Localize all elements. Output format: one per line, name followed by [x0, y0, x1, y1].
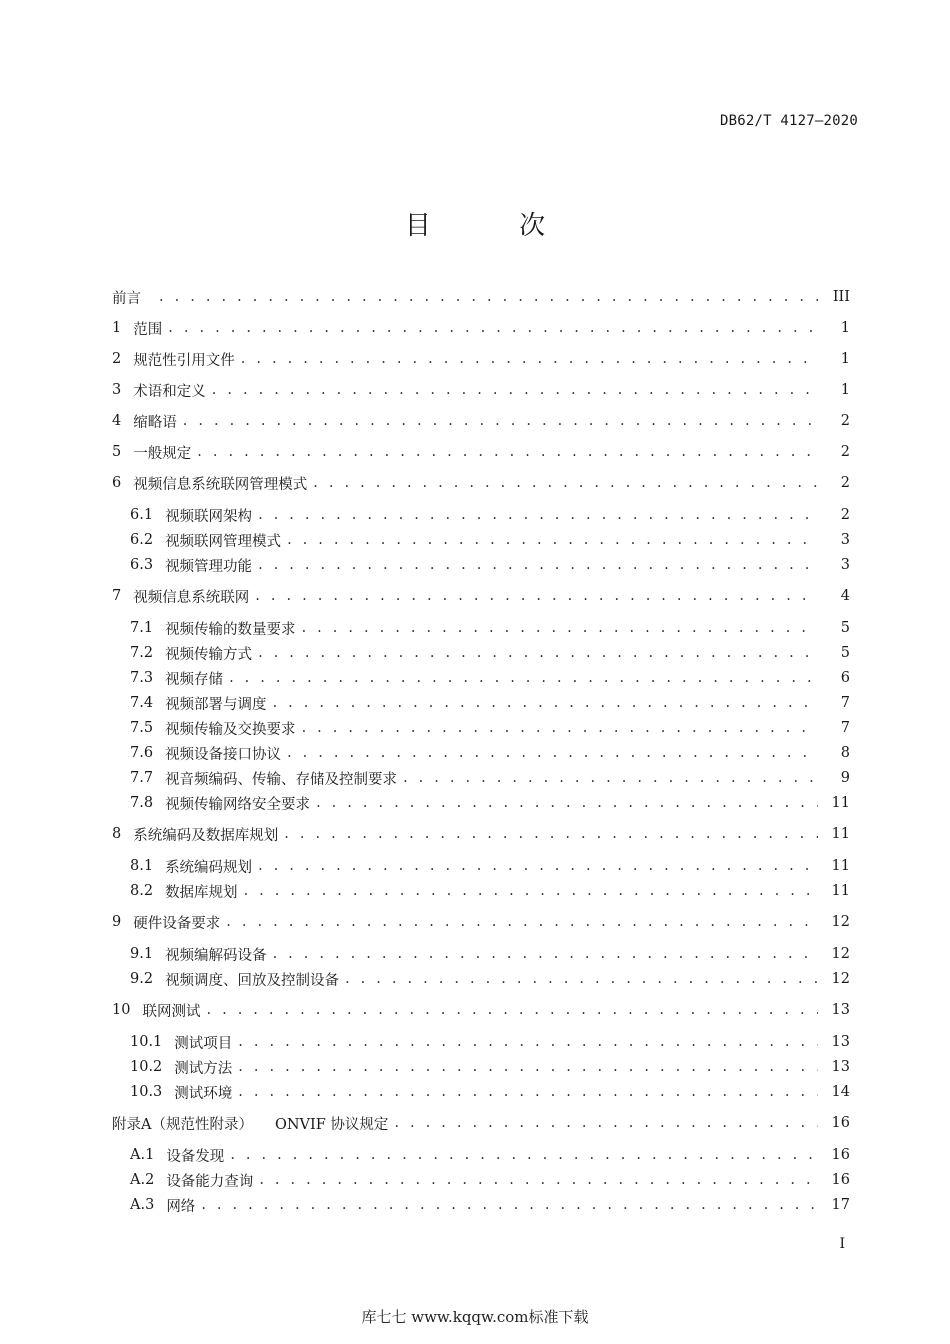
toc-entry-number: 8.2 [130, 883, 154, 899]
toc-leader-dots [313, 475, 818, 491]
toc-entry-page: 17 [831, 1197, 850, 1213]
toc-entry-page: 12 [831, 971, 850, 987]
toc-leader-dots [258, 507, 818, 523]
toc-leader-dots [230, 1147, 818, 1163]
toc-entry[interactable] [130, 552, 850, 578]
toc-entry-number: 6 [112, 475, 122, 491]
toc-entry[interactable] [130, 1192, 850, 1218]
toc-entry-page: 16 [831, 1147, 850, 1163]
toc-entry-page: 13 [831, 1002, 850, 1018]
toc-entry-page: 2 [840, 413, 850, 429]
toc-entry-page: 12 [831, 914, 850, 930]
toc-entry[interactable] [130, 1167, 850, 1193]
toc-entry-label: ONVIF 协议规定 [274, 1116, 389, 1133]
toc-leader-dots [394, 1115, 818, 1131]
toc-leader-dots [287, 532, 818, 548]
toc-entry-page: 9 [840, 770, 850, 786]
toc-entry-page: 13 [831, 1059, 850, 1075]
toc-entry[interactable] [130, 640, 850, 666]
toc-entry-label: 视频传输网络安全要求 [165, 796, 311, 813]
toc-entry[interactable] [130, 690, 850, 716]
toc-entry-label: 视频设备接口协议 [165, 746, 282, 763]
toc-entry-number: 9.2 [130, 971, 154, 987]
toc-leader-dots [273, 695, 818, 711]
toc-entry-page: 1 [840, 382, 850, 398]
toc-entry-number: 7 [112, 588, 122, 604]
toc-entry[interactable] [112, 470, 850, 496]
toc-leader-dots [258, 645, 818, 661]
toc-entry-label: 测试环境 [174, 1085, 233, 1102]
toc-leader-dots [238, 1084, 818, 1100]
toc-entry[interactable] [130, 941, 850, 967]
toc-entry-label: 一般规定 [133, 445, 192, 462]
toc-entry-label: 设备能力查询 [166, 1173, 254, 1190]
toc-entry-number: 前言 [112, 290, 141, 307]
toc-entry[interactable] [130, 1054, 850, 1080]
standard-code: DB62/T 4127—2020 [719, 113, 858, 129]
toc-entry[interactable] [112, 408, 850, 434]
toc-leader-dots [316, 795, 818, 811]
toc-entry-label: 视频部署与调度 [165, 696, 267, 713]
toc-entry[interactable] [112, 315, 850, 341]
toc-entry-number: 7.3 [130, 670, 154, 686]
toc-entry-page: 2 [840, 444, 850, 460]
page-number: I [839, 1236, 845, 1252]
toc-entry-page: 16 [831, 1172, 850, 1188]
toc-leader-dots [255, 588, 818, 604]
toc-leader-dots [258, 858, 818, 874]
toc-leader-dots [302, 720, 818, 736]
toc-entry-label: 视频调度、回放及控制设备 [165, 972, 340, 989]
toc-entry[interactable] [130, 615, 850, 641]
toc-entry[interactable] [130, 790, 850, 816]
toc-entry-number: A.3 [130, 1197, 155, 1213]
toc-entry-page: 3 [840, 532, 850, 548]
watermark-text: 库七七 www.kqqw.com标准下载 [361, 1308, 589, 1326]
toc-entry-number: 7.4 [130, 695, 154, 711]
toc-entry-number: 7.2 [130, 645, 154, 661]
toc-entry-page: 16 [831, 1115, 850, 1131]
toc-entry[interactable] [130, 715, 850, 741]
toc-entry-number: 3 [112, 382, 122, 398]
toc-entry-label: 视频联网管理模式 [165, 533, 282, 550]
toc-entry-page: 2 [840, 507, 850, 523]
toc-entry-label: 视频联网架构 [165, 508, 253, 525]
toc-leader-dots [206, 1002, 818, 1018]
toc-leader-dots [212, 382, 818, 398]
toc-leader-dots [159, 289, 818, 305]
toc-entry-label: 测试项目 [174, 1035, 233, 1052]
toc-entry-number: 10 [112, 1002, 131, 1018]
toc-entry-number: 7.8 [130, 795, 154, 811]
toc-entry-number: 1 [112, 320, 122, 336]
toc-entry-label: 视频信息系统联网管理模式 [133, 476, 308, 493]
toc-entry-number: 6.1 [130, 507, 154, 523]
toc-entry[interactable] [112, 909, 850, 935]
toc-entry-page: 7 [840, 695, 850, 711]
toc-entry-page: 8 [840, 745, 850, 761]
toc-entry-page: 6 [840, 670, 850, 686]
toc-leader-dots [197, 444, 818, 460]
toc-entry-label: 系统编码规划 [165, 859, 253, 876]
toc-entry-number: 9 [112, 914, 122, 930]
toc-leader-dots [238, 1059, 818, 1075]
toc-entry-page: 5 [840, 645, 850, 661]
toc-entry-page: 14 [831, 1084, 850, 1100]
toc-entry-label: 硬件设备要求 [133, 915, 221, 932]
toc-entry[interactable] [130, 665, 850, 691]
toc-entry-number: A.2 [130, 1172, 155, 1188]
toc-entry-label: 设备发现 [166, 1148, 225, 1165]
toc-entry[interactable] [130, 1079, 850, 1105]
toc-entry-label: 术语和定义 [133, 383, 206, 400]
toc-entry[interactable] [112, 1110, 850, 1136]
toc-leader-dots [403, 770, 818, 786]
toc-entry[interactable] [112, 284, 850, 310]
toc-entry-page: 1 [840, 320, 850, 336]
toc-entry-page: 1 [840, 351, 850, 367]
toc-entry-label: 规范性引用文件 [133, 352, 235, 369]
toc-entry-label: 数据库规划 [165, 884, 238, 901]
toc-entry-number: 10.2 [130, 1059, 163, 1075]
toc-entry[interactable] [130, 527, 850, 553]
toc-entry-label: 联网测试 [142, 1003, 201, 1020]
toc-entry[interactable] [130, 1142, 850, 1168]
toc-leader-dots [201, 1197, 818, 1213]
toc-entry-page: 7 [840, 720, 850, 736]
toc-title: 目 次 [404, 211, 586, 241]
toc-entry[interactable] [112, 583, 850, 609]
toc-leader-dots [273, 946, 818, 962]
toc-entry-page: 11 [831, 826, 850, 842]
toc-entry-number: 10.3 [130, 1084, 163, 1100]
toc-entry-label: 系统编码及数据库规划 [133, 827, 279, 844]
toc-entry-label: 视频传输及交换要求 [165, 721, 296, 738]
toc-entry-label: 视频存储 [165, 671, 224, 688]
toc-entry-page: 3 [840, 557, 850, 573]
toc-leader-dots [226, 914, 818, 930]
toc-entry-number: 8.1 [130, 858, 154, 874]
toc-entry-label: 视音频编码、传输、存储及控制要求 [165, 771, 398, 788]
toc-entry-label: 测试方法 [174, 1060, 233, 1077]
toc-entry-number: 7.1 [130, 620, 154, 636]
toc-leader-dots [183, 413, 818, 429]
toc-entry-number: 7.7 [130, 770, 154, 786]
toc-entry-number: 附录A（规范性附录） [112, 1116, 253, 1133]
toc-entry-page: 5 [840, 620, 850, 636]
toc-leader-dots [244, 883, 818, 899]
toc-entry-label: 视频信息系统联网 [133, 589, 250, 606]
toc-entry-page: III [832, 289, 850, 305]
toc-entry-label: 视频管理功能 [165, 558, 253, 575]
toc-entry-number: 6.2 [130, 532, 154, 548]
toc-entry-label: 网络 [166, 1198, 196, 1215]
toc-entry[interactable] [130, 853, 850, 879]
toc-entry-number: 4 [112, 413, 122, 429]
toc-entry[interactable] [130, 740, 850, 766]
toc-entry-label: 视频编解码设备 [165, 947, 267, 964]
toc-entry[interactable] [112, 439, 850, 465]
toc-entry-page: 12 [831, 946, 850, 962]
toc-leader-dots [284, 826, 818, 842]
toc-entry-label: 范围 [133, 321, 163, 338]
toc-entry[interactable] [130, 765, 850, 791]
toc-entry-page: 11 [831, 858, 850, 874]
toc-entry-page: 11 [831, 883, 850, 899]
toc-entry-number: 7.5 [130, 720, 154, 736]
toc-leader-dots [241, 351, 818, 367]
toc-entry[interactable] [130, 878, 850, 904]
toc-entry-number: 6.3 [130, 557, 154, 573]
toc-entry[interactable] [112, 377, 850, 403]
toc-leader-dots [229, 670, 818, 686]
toc-entry-number: 8 [112, 826, 122, 842]
toc-entry-number: 2 [112, 351, 122, 367]
toc-entry[interactable] [130, 1029, 850, 1055]
toc-entry-number: 10.1 [130, 1034, 163, 1050]
toc-entry-number: 5 [112, 444, 122, 460]
toc-leader-dots [287, 745, 818, 761]
toc-leader-dots [302, 620, 818, 636]
toc-entry-number: 9.1 [130, 946, 154, 962]
toc-entry-page: 2 [840, 475, 850, 491]
toc-entry-page: 11 [831, 795, 850, 811]
toc-leader-dots [259, 1172, 818, 1188]
toc-leader-dots [345, 971, 818, 987]
toc-leader-dots [168, 320, 818, 336]
toc-entry-number: 7.6 [130, 745, 154, 761]
toc-leader-dots [238, 1034, 818, 1050]
toc-entry[interactable] [130, 502, 850, 528]
toc-entry-label: 视频传输方式 [165, 646, 253, 663]
toc-entry[interactable] [130, 966, 850, 992]
toc-entry-page: 13 [831, 1034, 850, 1050]
toc-entry-label: 缩略语 [133, 414, 177, 431]
toc-entry[interactable] [112, 997, 850, 1023]
toc-leader-dots [258, 557, 818, 573]
toc-entry-label: 视频传输的数量要求 [165, 621, 296, 638]
toc-entry[interactable] [112, 346, 850, 372]
toc-entry[interactable] [112, 821, 850, 847]
toc-entry-page: 4 [840, 588, 850, 604]
toc-entry-number: A.1 [130, 1147, 155, 1163]
